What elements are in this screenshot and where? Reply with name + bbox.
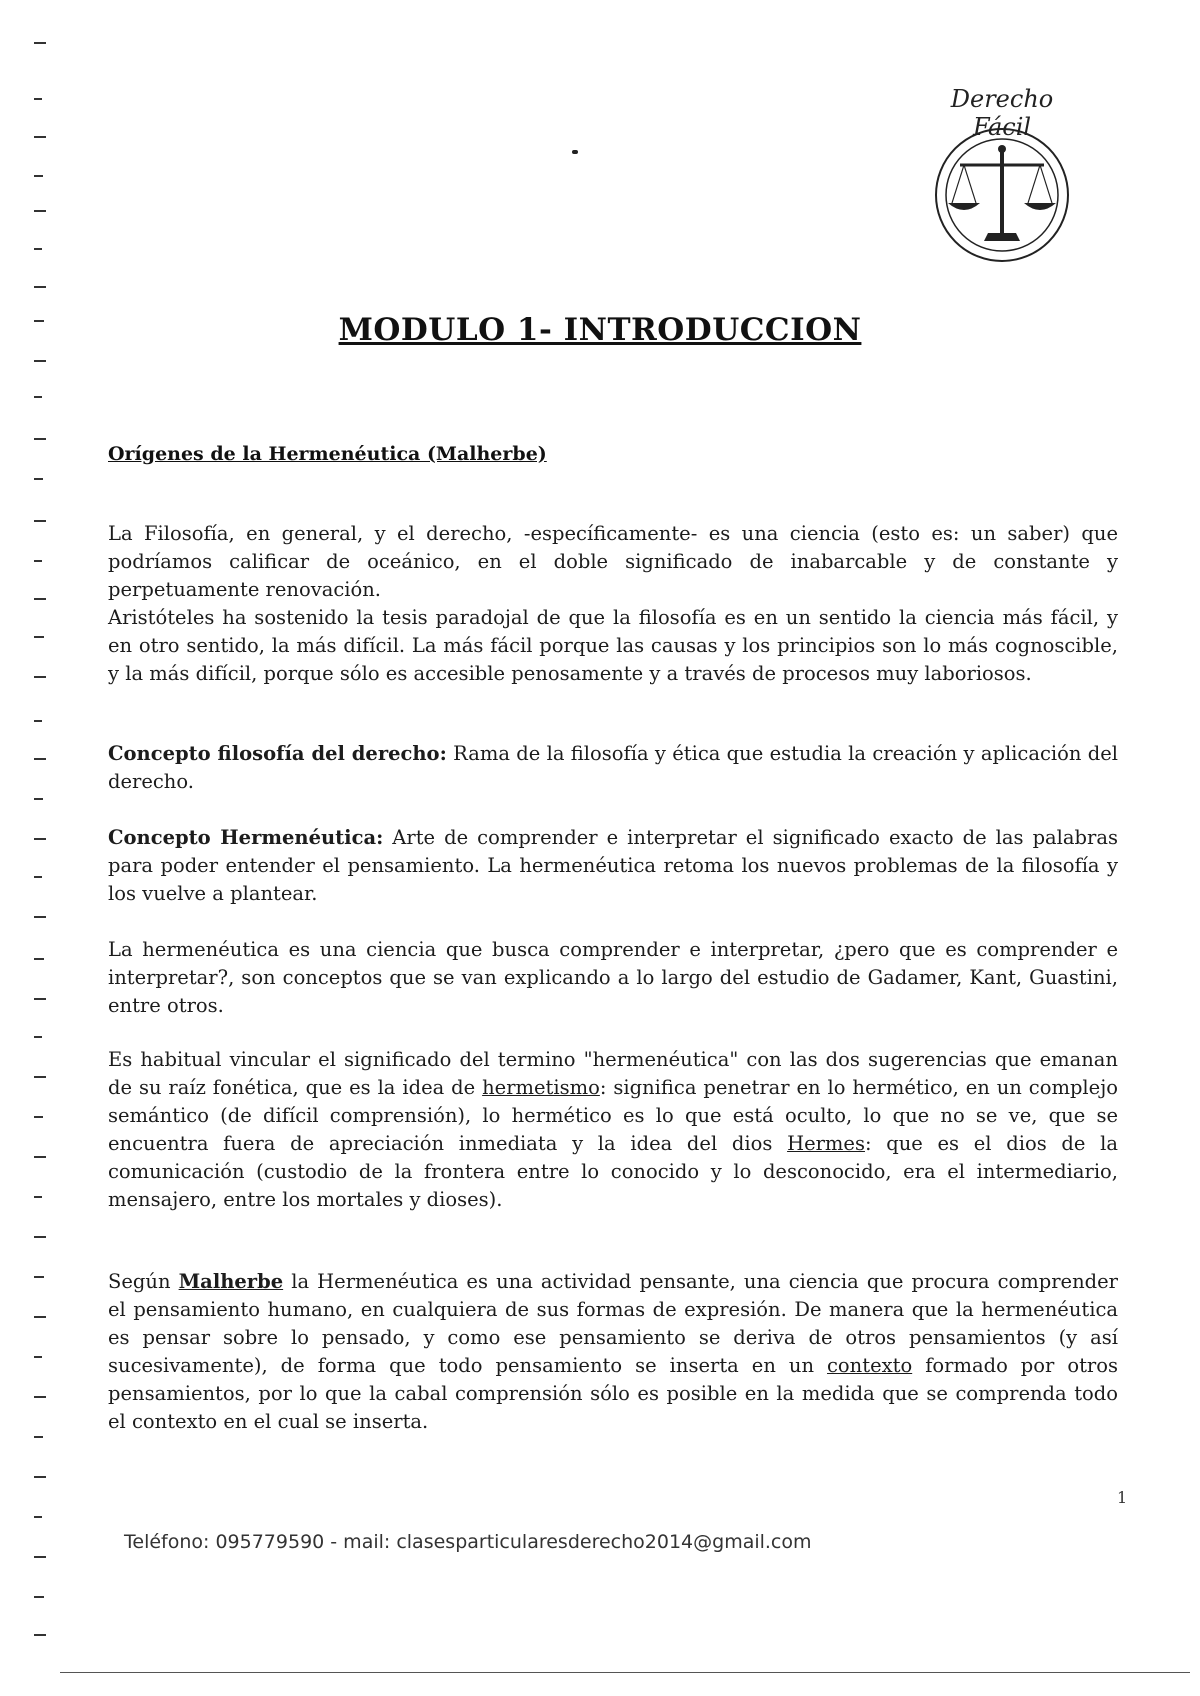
hermes-term: Hermes [787, 1132, 865, 1155]
paragraph-7-text-b: la Hermenéutica es una actividad pensante, una ciencia que procura comprender el pensamiento humano, en cualquiera de sus formas de expresión. De manera que la hermenéutica es pensar sobre lo pensado, y como ese pensamiento se deriva de otros pensamientos (y así sucesivamente), de forma que todo pensamiento se inserta en un [108, 1270, 1118, 1377]
paragraph-6-text-b: : significa penetrar en lo hermético, en un complejo semántico (de difícil comprensión), lo hermético es lo que está oculto, lo que no se ve, que se encuentra fuera de apreciación inmediata y la idea del dios [108, 1076, 1118, 1155]
footer-contact: Teléfono: 095779590 - mail: clasesparticularesderecho2014@gmail.com [124, 1531, 812, 1553]
concepto-filosofia-text: Rama de la filosofía y ética que estudia la creación y aplicación del derecho. [108, 742, 1118, 793]
margin-marks [28, 30, 68, 1670]
paragraph-7-text-c: formado por otros pensamientos, por lo que la cabal comprensión sólo es posible en la medida que se comprenda todo el contexto en el cual se inserta. [108, 1354, 1118, 1433]
paragraph-6-text-c: : que es el dios de la comunicación (custodio de la frontera entre lo conocido y lo desconocido, era el intermediario, mensajero, entre los mortales y dioses). [108, 1132, 1118, 1211]
paragraph-5: La hermenéutica es una ciencia que busca comprender e interpretar, ¿pero que es comprender e interpretar?, son conceptos que se van explicando a lo largo del estudio de Gadamer, Kant, Guastini, entre otros. [108, 938, 1118, 1017]
scan-speck [572, 150, 578, 154]
page-number: 1 [1117, 1488, 1128, 1507]
hermetismo-term: hermetismo [482, 1076, 600, 1099]
paragraph-2: Aristóteles ha sostenido la tesis paradojal de que la filosofía es en un sentido la ciencia más fácil, y en otro sentido, la más difícil. La más fácil porque las causas y los principios son lo más cognoscible, y la más difícil, porque sólo es accesible penosamente y a través de procesos muy laboriosos. [108, 606, 1118, 685]
paragraph-6-text-a: Es habitual vincular el significado del termino "hermenéutica" con las dos sugerencias que emanan de su raíz fonética, que es la idea de [108, 1048, 1118, 1099]
paragraph-1: La Filosofía, en general, y el derecho, -específicamente- es una ciencia (esto es: un saber) que podríamos calificar de oceánico, en el doble significado de inabarcable y de constante y perpetuamente renovación. [108, 522, 1118, 601]
concepto-filosofia-label: Concepto filosofía del derecho: [108, 742, 447, 765]
malherbe-term: Malherbe [178, 1270, 284, 1293]
page-title: MODULO 1- INTRODUCCION [338, 312, 862, 348]
section-heading: Orígenes de la Hermenéutica (Malherbe) [108, 443, 547, 465]
balance-scale-icon [932, 125, 1072, 265]
logo-text: Derecho Fácil [950, 85, 1054, 141]
concepto-hermeneutica-label: Concepto Hermenéutica: [108, 826, 384, 849]
paragraph-6 [108, 1046, 1118, 1214]
concepto-hermeneutica-text: Arte de comprender e interpretar el significado exacto de las palabras para poder entender el pensamiento. La hermenéutica retoma los nuevos problemas de la filosofía y los vuelve a plantear. [108, 826, 1118, 905]
logo [922, 85, 1082, 275]
paragraph-7-text-a: Según [108, 1270, 179, 1293]
paragraph-7 [108, 1268, 1118, 1436]
contexto-term: contexto [827, 1354, 913, 1377]
paragraph-concepto-filosofia [108, 740, 1118, 796]
bottom-rule [60, 1672, 1190, 1673]
paragraph-concepto-hermeneutica [108, 824, 1118, 908]
